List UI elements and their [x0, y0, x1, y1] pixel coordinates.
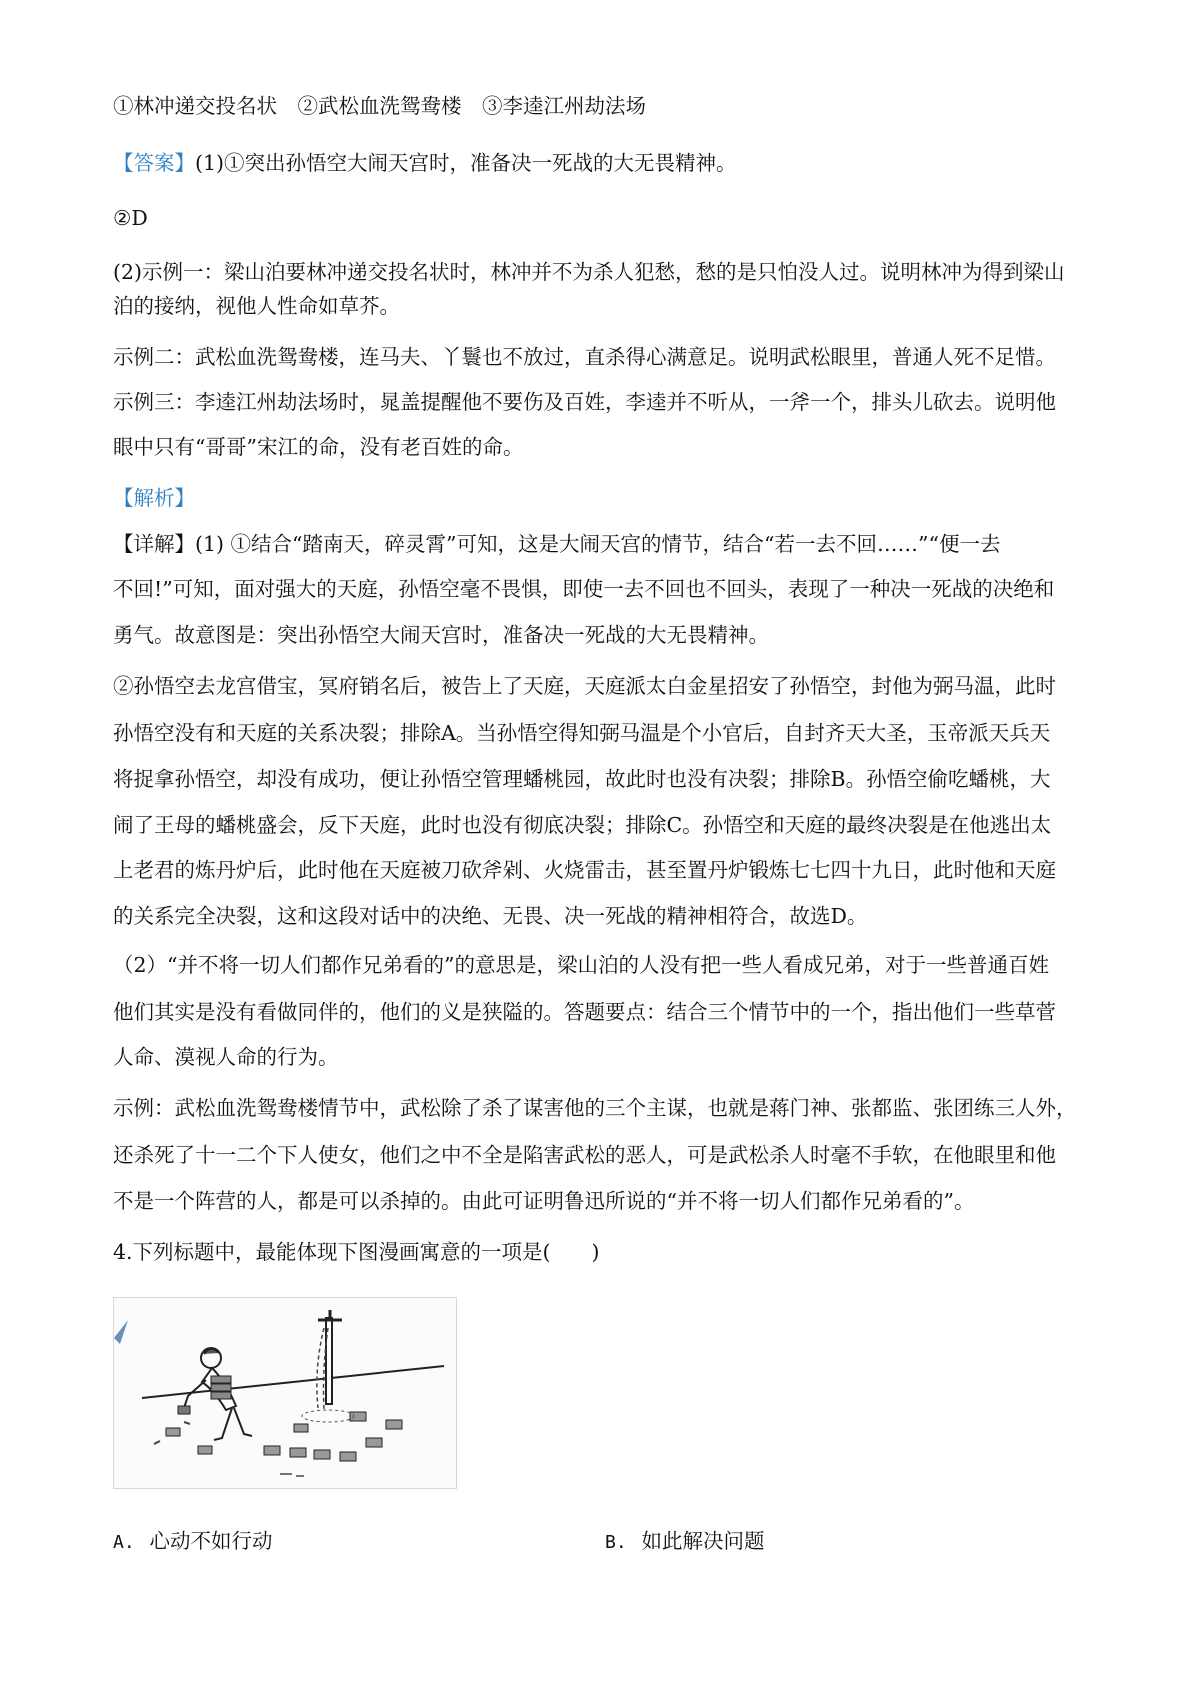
question-line: 4.下列标题中，最能体现下图漫画寓意的一项是( ) — [113, 1240, 600, 1264]
text-line: 上老君的炼丹炉后，此时他在天庭被刀砍斧剁、火烧雷击，甚至置丹炉锻炼七七四十九日，此时他和天庭 — [113, 858, 1056, 882]
text-line: （2）“并不将一切人们都作兄弟看的”的意思是，梁山泊的人没有把一些人看成兄弟，对于一些普通百姓 — [113, 953, 1050, 977]
text-line: 示例二：武松血洗鸳鸯楼，连马夫、丫鬟也不放过，直杀得心满意足。说明武松眼里，普通人死不足惜。 — [113, 345, 1056, 369]
answer-line — [113, 149, 1103, 177]
text-line: 将捉拿孙悟空，却没有成功，便让孙悟空管理蟠桃园，故此时也没有决裂；排除B。孙悟空偷吃蟠桃，大 — [113, 767, 1051, 791]
text-line: 泊的接纳，视他人性命如草芥。 — [113, 294, 400, 318]
text-line: 不是一个阵营的人，都是可以杀掉的。由此可证明鲁迅所说的“并不将一切人们都作兄弟看的”。 — [113, 1189, 975, 1213]
text-line: 勇气。故意图是：突出孙悟空大闹天宫时，准备决一死战的大无畏精神。 — [113, 623, 769, 647]
text-line: 示例：武松血洗鸳鸯楼情节中，武松除了杀了谋害他的三个主谋，也就是蒋门神、张都监、张团练三人外， — [113, 1096, 1077, 1120]
text-line: 示例三：李逵江州劫法场时，晁盖提醒他不要伤及百姓，李逵并不听从，一斧一个，排头儿砍去。说明他 — [113, 390, 1056, 414]
text-line: 不回!”可知，面对强大的天庭，孙悟空毫不畏惧，即使一去不回也不回头，表现了一种决一死战的决绝和 — [113, 577, 1055, 601]
text-line: ②孙悟空去龙宫借宝，冥府销名后，被告上了天庭，天庭派太白金星招安了孙悟空，封他为弼马温，此时 — [113, 674, 1056, 698]
option-a[interactable] — [113, 1527, 273, 1557]
text-line: ②D — [113, 206, 148, 230]
text-line: 眼中只有“哥哥”宋江的命，没有老百姓的命。 — [113, 435, 524, 459]
option-a-text: 心动不如行动 — [149, 1529, 273, 1553]
answer-tag: 【答案】 — [113, 151, 195, 175]
cartoon-drawing — [114, 1298, 456, 1488]
option-b-text: 如此解决问题 — [641, 1529, 765, 1553]
text-line: 的关系完全决裂，这和这段对话中的决绝、无畏、决一死战的精神相符合，故选D。 — [113, 904, 868, 928]
text-line: 人命、漠视人命的行为。 — [113, 1045, 339, 1069]
text-line: (2)示例一：梁山泊要林冲递交投名状时，林冲并不为杀人犯愁，愁的是只怕没人过。说明林冲为得到梁山 — [113, 260, 1065, 284]
analysis-tag: 【解析】 — [113, 486, 195, 510]
text-line: 孙悟空没有和天庭的关系决裂；排除A。当孙悟空得知弼马温是个小官后，自封齐天大圣，玉帝派天兵天 — [113, 721, 1051, 745]
text-line: ①林冲递交投名状 ②武松血洗鸳鸯楼 ③李逵江州劫法场 — [113, 94, 646, 118]
text-line: 还杀死了十一二个下人使女，他们之中不全是陷害武松的恶人，可是武松杀人时毫不手软，在他眼里和他 — [113, 1143, 1056, 1167]
answer-text: (1)①突出孙悟空大闹天宫时，准备决一死战的大无畏精神。 — [195, 151, 737, 175]
text-line: 他们其实是没有看做同伴的，他们的义是狭隘的。答题要点：结合三个情节中的一个，指出他们一些草菅 — [113, 1000, 1056, 1024]
text-line: 闹了王母的蟠桃盛会，反下天庭，此时也没有彻底决裂；排除C。孙悟空和天庭的最终决裂是在他逃出太 — [113, 813, 1052, 837]
option-b-letter: B. — [605, 1532, 627, 1553]
cartoon-image — [113, 1297, 457, 1489]
option-a-letter: A. — [113, 1532, 135, 1553]
option-b[interactable] — [605, 1527, 765, 1557]
text-line: 【详解】(1) ①结合“踏南天，碎灵霄”可知，这是大闹天宫的情节，结合“若一去不回……”“便一去 — [113, 532, 1001, 556]
